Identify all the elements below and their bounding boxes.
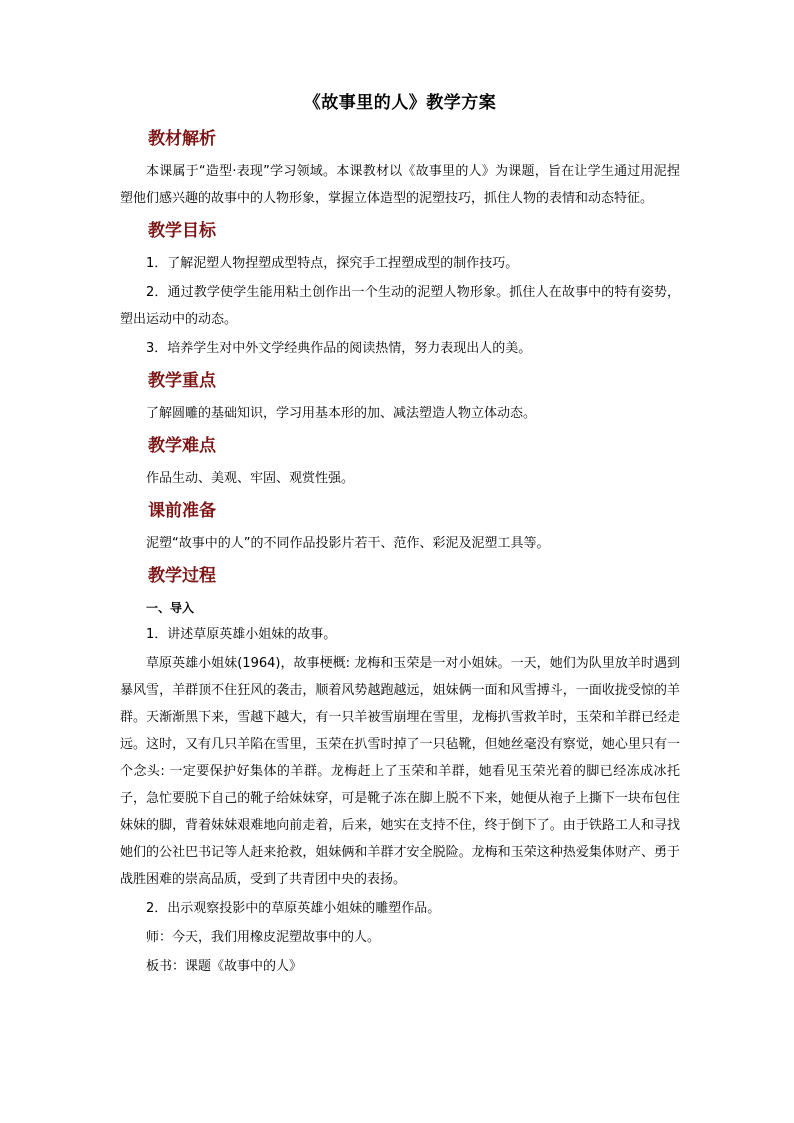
section-heading: 教学难点: [148, 436, 216, 456]
story-paragraph: 草原英雄小姐妹(1964)，故事梗概: 龙梅和玉荣是一对小姐妹。一天，她们为队里放羊时遇到暴风雪，羊群顶不住狂风的袭击，顺着风势越跑越远，姐妹俩一面和风雪搏斗，一面收拢受惊的羊群。天渐渐黑下来，雪越下越大，有一只羊被雪崩埋在雪里，龙梅扒雪救羊时，玉荣和羊群已经走远。这时，又有几只羊陷在雪里，玉荣在扒雪时掉了一只毡靴，但她丝毫没有察觉，她心里只有一个念头: 一定要保护好集体的羊群。龙梅赶上了玉荣和羊群，她看见玉荣光着的脚已经冻成冰托子，急忙要脱下自己的靴子给妹妹穿，可是靴子冻在脚上脱不下来，她便从袍子上撕下一块布包住妹妹的脚，背着妹妹艰难地向前走着，后来，她实在支持不住，终于倒下了。由于铁路工人和寻找她们的公社巴书记等人赶来抢救，姐妹俩和羊群才安全脱险。龙梅和玉荣这种热爱集体财产、勇于战胜困难的崇高品质，受到了共青团中央的表扬。: [120, 656, 680, 887]
section-heading: 教学过程: [148, 566, 216, 586]
subheading: 一、导入: [146, 601, 195, 615]
section-heading: 教材解析: [148, 129, 216, 149]
section-preparation: [120, 498, 680, 557]
section-teaching-goals: [120, 218, 680, 362]
section-heading: 教学重点: [148, 371, 216, 391]
paragraph: 板书：课题《故事中的人》: [146, 959, 303, 974]
paragraph: 泥塑“故事中的人”的不同作品投影片若干、范作、彩泥及泥塑工具等。: [146, 536, 550, 551]
document-page: [120, 90, 680, 986]
paragraph: 作品生动、美观、牢固、观赏性强。: [146, 471, 355, 486]
paragraph: 1．讲述草原英雄小姐妹的故事。: [146, 627, 337, 642]
section-heading: 课前准备: [148, 501, 216, 521]
document-title: 《故事里的人》教学方案: [303, 93, 497, 113]
section-materials-analysis: [120, 126, 680, 212]
paragraph: 了解圆雕的基础知识，学习用基本形的加、减法塑造人物立体动态。: [146, 406, 537, 421]
section-difficulties: [120, 433, 680, 492]
paragraph: 2．出示观察投影中的草原英雄小姐妹的雕塑作品。: [146, 901, 441, 916]
paragraph: 师：今天，我们用橡皮泥塑故事中的人。: [146, 930, 381, 945]
paragraph: 本课属于“造型·表现”学习领域。本课教材以《故事里的人》为课题，旨在让学生通过用泥捏塑他们感兴趣的故事中的人物形象，掌握立体造型的泥塑技巧，抓住人物的表情和动态特征。: [120, 164, 680, 206]
goal-item: 3．培养学生对中外文学经典作品的阅读热情，努力表现出人的美。: [146, 341, 532, 356]
section-teaching-process: [120, 563, 680, 980]
goal-item: 1．了解泥塑人物捏塑成型特点，探究手工捏塑成型的制作技巧。: [146, 256, 519, 271]
goal-item: 2．通过教学使学生能用粘土创作出一个生动的泥塑人物形象。抓住人在故事中的特有姿势，塑出运动中的动态。: [120, 285, 680, 327]
section-heading: 教学目标: [148, 221, 216, 241]
section-key-points: [120, 368, 680, 427]
